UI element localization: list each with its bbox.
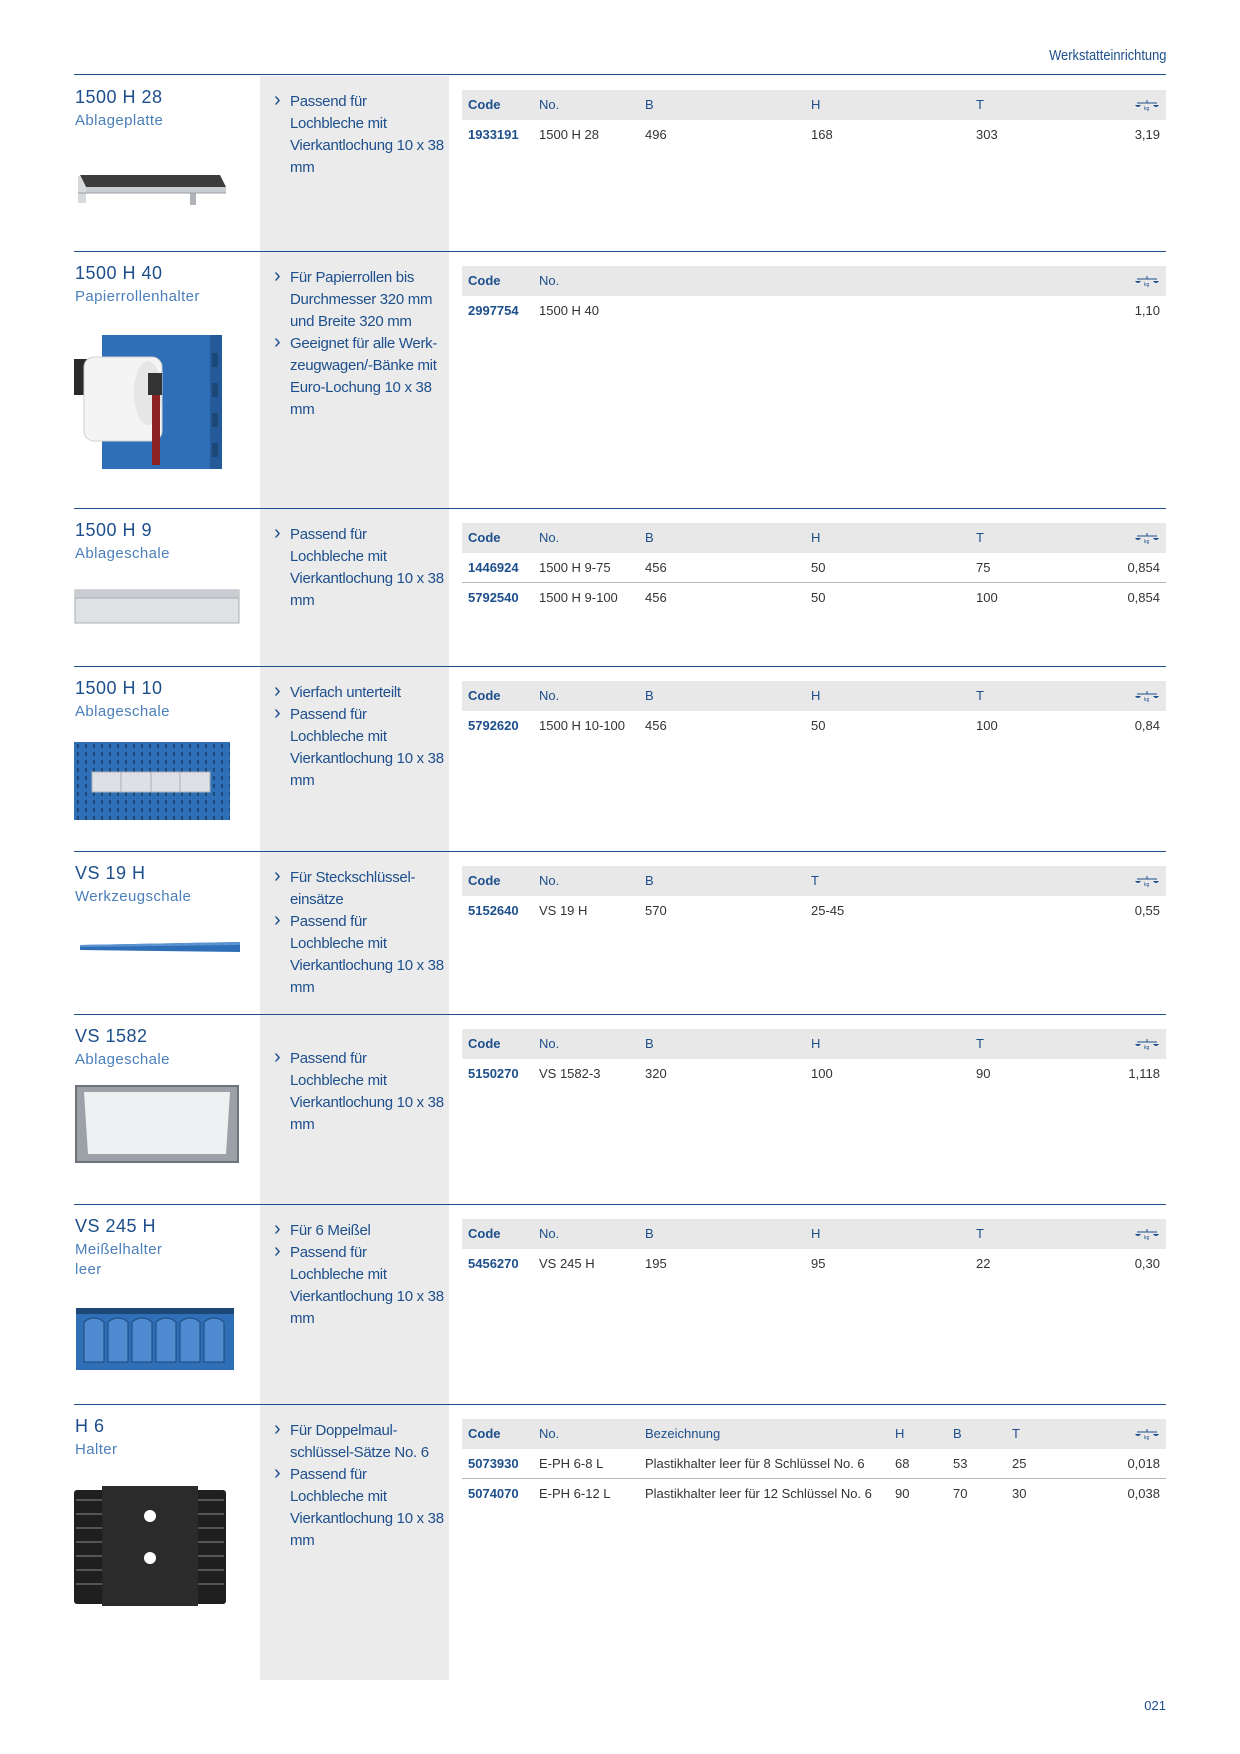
feature-list	[274, 1420, 444, 1552]
storage-tray-image	[74, 1084, 240, 1164]
table-header-row	[462, 1219, 1166, 1249]
column-header: Code	[468, 97, 501, 112]
column-header: H	[811, 1226, 821, 1241]
column-header: No.	[539, 97, 560, 112]
column-header: B	[645, 1036, 654, 1051]
column-header: T	[1012, 1426, 1020, 1441]
table-cell: 1500 H 9-100	[539, 590, 618, 605]
scale-kg-icon	[1134, 275, 1160, 287]
section-rule	[74, 1014, 1166, 1015]
article-code: 5792620	[468, 718, 519, 733]
table-row	[462, 1249, 1166, 1279]
table-cell: 50	[811, 718, 826, 733]
table-row	[462, 896, 1166, 926]
table-cell: 75	[976, 560, 991, 575]
svg-text:kg: kg	[1144, 539, 1150, 544]
table-header-row	[462, 1419, 1166, 1449]
column-header: Code	[468, 1426, 501, 1441]
column-header: H	[811, 688, 821, 703]
table-cell: 320	[645, 1066, 667, 1081]
column-header: No.	[539, 873, 560, 888]
table-cell: 90	[976, 1066, 991, 1081]
table-cell: 303	[976, 127, 998, 142]
column-header: B	[645, 530, 654, 545]
table-cell: 50	[811, 590, 826, 605]
product-table	[462, 866, 1166, 926]
column-header: H	[811, 97, 821, 112]
table-cell: 496	[645, 127, 667, 142]
table-cell: E-PH 6-12 L	[539, 1486, 611, 1501]
product-section-1500-h-40	[74, 251, 1166, 508]
product-title: VS 1582	[75, 1026, 148, 1046]
article-code: 5152640	[468, 903, 519, 918]
table-cell: 22	[976, 1256, 991, 1271]
product-title: VS 245 H	[75, 1216, 157, 1236]
product-subtitle: Ablageschale	[75, 703, 170, 720]
column-header: No.	[539, 530, 560, 545]
scale-kg-icon	[1134, 1428, 1160, 1440]
table-cell: 1500 H 28	[539, 127, 599, 142]
table-row	[462, 711, 1166, 741]
feature-list	[274, 1220, 444, 1330]
table-row	[462, 553, 1166, 583]
svg-text:kg: kg	[1144, 882, 1150, 887]
article-code: 5792540	[468, 590, 519, 605]
article-code: 2997754	[468, 303, 519, 318]
feature-item: › Für Papierrollen bis Durchmesser 320 mm und Breite 320 mm	[274, 267, 444, 333]
chisel-holder-image	[74, 1304, 236, 1372]
weight-value: 1,10	[1134, 303, 1160, 318]
table-row	[462, 120, 1166, 150]
feature-list	[274, 682, 444, 792]
paper-roll-holder-image	[74, 333, 224, 471]
table-cell: 100	[811, 1066, 833, 1081]
column-header: Code	[468, 1036, 501, 1051]
feature-list	[274, 524, 444, 612]
column-header: No.	[539, 273, 560, 288]
feature-list	[274, 1048, 444, 1136]
product-section-vs-1582	[74, 1014, 1166, 1204]
feature-item: › Passend für Lochbleche mit Vierkantlochung 10 x 38 mm	[274, 91, 444, 179]
weight-value: 0,018	[1127, 1456, 1160, 1471]
scale-kg-icon	[1134, 99, 1160, 111]
table-cell: 30	[1012, 1486, 1027, 1501]
weight-value: 0,55	[1134, 903, 1160, 918]
table-row	[462, 583, 1166, 613]
product-subtitle: Ablageplatte	[75, 112, 164, 129]
svg-text:kg: kg	[1144, 1045, 1150, 1050]
section-rule	[74, 1404, 1166, 1405]
column-header: No.	[539, 688, 560, 703]
column-header: No.	[539, 1426, 560, 1441]
scale-kg-icon	[1134, 1228, 1160, 1240]
column-header: No.	[539, 1036, 560, 1051]
column-header: T	[811, 873, 819, 888]
column-header: Code	[468, 873, 501, 888]
section-rule	[74, 508, 1166, 509]
column-header: H	[811, 530, 821, 545]
column-header: T	[976, 1036, 984, 1051]
svg-text:kg: kg	[1144, 1435, 1150, 1440]
feature-item: › Für Doppelmaul-schlüssel-Sätze No. 6	[274, 1420, 444, 1464]
product-table	[462, 1419, 1166, 1509]
table-header-row	[462, 1029, 1166, 1059]
feature-item: › Passend für Lochbleche mit Vierkantlochung 10 x 38 mm	[274, 524, 444, 612]
table-cell: 456	[645, 560, 667, 575]
table-row	[462, 1059, 1166, 1089]
section-rule	[74, 251, 1166, 252]
article-code: 5074070	[468, 1486, 519, 1501]
shelf-image	[74, 163, 234, 219]
product-title: 1500 H 10	[75, 678, 163, 698]
table-cell: 100	[976, 590, 998, 605]
column-header: Code	[468, 1226, 501, 1241]
product-table	[462, 681, 1166, 741]
feature-list	[274, 267, 444, 421]
table-row	[462, 296, 1166, 326]
product-section-1500-h-9	[74, 508, 1166, 666]
table-cell: 1500 H 10-100	[539, 718, 626, 733]
table-cell: 1500 H 40	[539, 303, 599, 318]
product-table	[462, 266, 1166, 326]
product-section-vs-19-h	[74, 851, 1166, 1014]
feature-item: › Passend für Lochbleche mit Vierkantlochung 10 x 38 mm	[274, 1242, 444, 1330]
scale-kg-icon	[1134, 532, 1160, 544]
weight-value: 0,038	[1127, 1486, 1160, 1501]
article-code: 1933191	[468, 127, 519, 142]
product-section-1500-h-10	[74, 666, 1166, 851]
product-table	[462, 1029, 1166, 1089]
weight-value: 0,30	[1134, 1256, 1160, 1271]
column-header: B	[645, 688, 654, 703]
column-header: No.	[539, 1226, 560, 1241]
table-cell: 1500 H 9-75	[539, 560, 611, 575]
table-cell: VS 1582-3	[539, 1066, 601, 1081]
tool-tray-image	[78, 939, 242, 955]
product-subtitle: Ablageschale	[75, 1051, 170, 1068]
weight-value: 0,84	[1134, 718, 1160, 733]
product-section-h-6	[74, 1404, 1166, 1680]
table-cell: 570	[645, 903, 667, 918]
wrench-holder-image	[74, 1486, 226, 1608]
section-rule	[74, 1204, 1166, 1205]
table-header-row	[462, 90, 1166, 120]
scale-kg-icon	[1134, 690, 1160, 702]
weight-value: 1,118	[1128, 1066, 1160, 1081]
feature-list	[274, 867, 444, 999]
table-cell: VS 19 H	[539, 903, 588, 918]
column-header: B	[645, 1226, 654, 1241]
page-header-title: Werkstatteinrichtung	[1048, 47, 1166, 64]
table-cell: 70	[953, 1486, 968, 1501]
table-cell: 95	[811, 1256, 826, 1271]
table-cell: 456	[645, 718, 667, 733]
svg-text:kg: kg	[1144, 106, 1150, 111]
article-code: 1446924	[468, 560, 519, 575]
table-cell: Plastikhalter leer für 12 Schlüssel No. 6	[645, 1486, 872, 1501]
page-number: 021	[1144, 1698, 1166, 1713]
table-cell: 53	[953, 1456, 968, 1471]
table-cell: 25	[1012, 1456, 1027, 1471]
table-cell: 456	[645, 590, 667, 605]
table-cell: 168	[811, 127, 833, 142]
column-header: T	[976, 530, 984, 545]
column-header: Code	[468, 273, 501, 288]
section-rule	[74, 851, 1166, 852]
table-cell: 195	[645, 1256, 667, 1271]
table-cell: Plastikhalter leer für 8 Schlüssel No. 6	[645, 1456, 865, 1471]
table-cell: 90	[895, 1486, 910, 1501]
column-header: B	[645, 873, 654, 888]
feature-item: › Für 6 Meißel	[274, 1220, 444, 1242]
weight-value: 0,854	[1127, 560, 1160, 575]
column-header: Code	[468, 530, 501, 545]
feature-item: › Passend für Lochbleche mit Vierkantlochung 10 x 38 mm	[274, 911, 444, 999]
table-header-row	[462, 523, 1166, 553]
product-subtitle: Papierrollenhalter	[75, 288, 200, 305]
feature-item: › Passend für Lochbleche mit Vierkantlochung 10 x 38 mm	[274, 704, 444, 792]
column-header: H	[811, 1036, 821, 1051]
section-rule	[74, 666, 1166, 667]
article-code: 5456270	[468, 1256, 519, 1271]
scale-kg-icon	[1134, 1038, 1160, 1050]
table-cell: VS 245 H	[539, 1256, 595, 1271]
article-code: 5073930	[468, 1456, 519, 1471]
divided-tray-image	[74, 742, 230, 820]
product-title: VS 19 H	[75, 863, 146, 883]
product-section-vs-245-h	[74, 1204, 1166, 1404]
product-title: 1500 H 9	[75, 520, 153, 540]
column-header: H	[895, 1426, 905, 1441]
column-header: Code	[468, 688, 501, 703]
table-cell: 100	[976, 718, 998, 733]
feature-item: › Für Steckschlüssel-einsätze	[274, 867, 444, 911]
weight-value: 0,854	[1127, 590, 1160, 605]
weight-value: 3,19	[1134, 127, 1160, 142]
feature-item: › Geeignet für alle Werk-zeugwagen/-Bänke mit Euro-Lochung 10 x 38 mm	[274, 333, 444, 421]
table-cell: 25-45	[811, 903, 845, 918]
svg-text:kg: kg	[1144, 697, 1150, 702]
product-title: H 6	[75, 1416, 105, 1436]
product-subtitle: Werkzeugschale	[75, 888, 192, 905]
product-subtitle: Meißelhalter leer	[75, 1241, 163, 1278]
table-header-row	[462, 866, 1166, 896]
feature-item: › Vierfach unterteilt	[274, 682, 444, 704]
article-code: 5150270	[468, 1066, 519, 1081]
table-header-row	[462, 681, 1166, 711]
column-header: B	[953, 1426, 962, 1441]
feature-item: › Passend für Lochbleche mit Vierkantlochung 10 x 38 mm	[274, 1048, 444, 1136]
table-header-row	[462, 266, 1166, 296]
product-title: 1500 H 40	[75, 263, 163, 283]
column-header: Bezeichnung	[645, 1426, 721, 1441]
svg-text:kg: kg	[1144, 1235, 1150, 1240]
column-header: T	[976, 1226, 984, 1241]
product-table	[462, 523, 1166, 613]
feature-list	[274, 91, 444, 179]
product-subtitle: Halter	[75, 1441, 118, 1458]
svg-text:kg: kg	[1144, 282, 1150, 287]
product-table	[462, 90, 1166, 150]
product-section-1500-h-28	[74, 75, 1166, 251]
product-subtitle: Ablageschale	[75, 545, 170, 562]
table-cell: 50	[811, 560, 826, 575]
column-header: B	[645, 97, 654, 112]
column-header: T	[976, 688, 984, 703]
product-title: 1500 H 28	[75, 87, 163, 107]
table-cell: E-PH 6-8 L	[539, 1456, 604, 1471]
table-row	[462, 1449, 1166, 1479]
storage-tray-image	[74, 588, 240, 626]
column-header: T	[976, 97, 984, 112]
scale-kg-icon	[1134, 875, 1160, 887]
feature-item: › Passend für Lochbleche mit Vierkantlochung 10 x 38 mm	[274, 1464, 444, 1552]
table-cell: 68	[895, 1456, 910, 1471]
table-row	[462, 1479, 1166, 1509]
product-table	[462, 1219, 1166, 1279]
